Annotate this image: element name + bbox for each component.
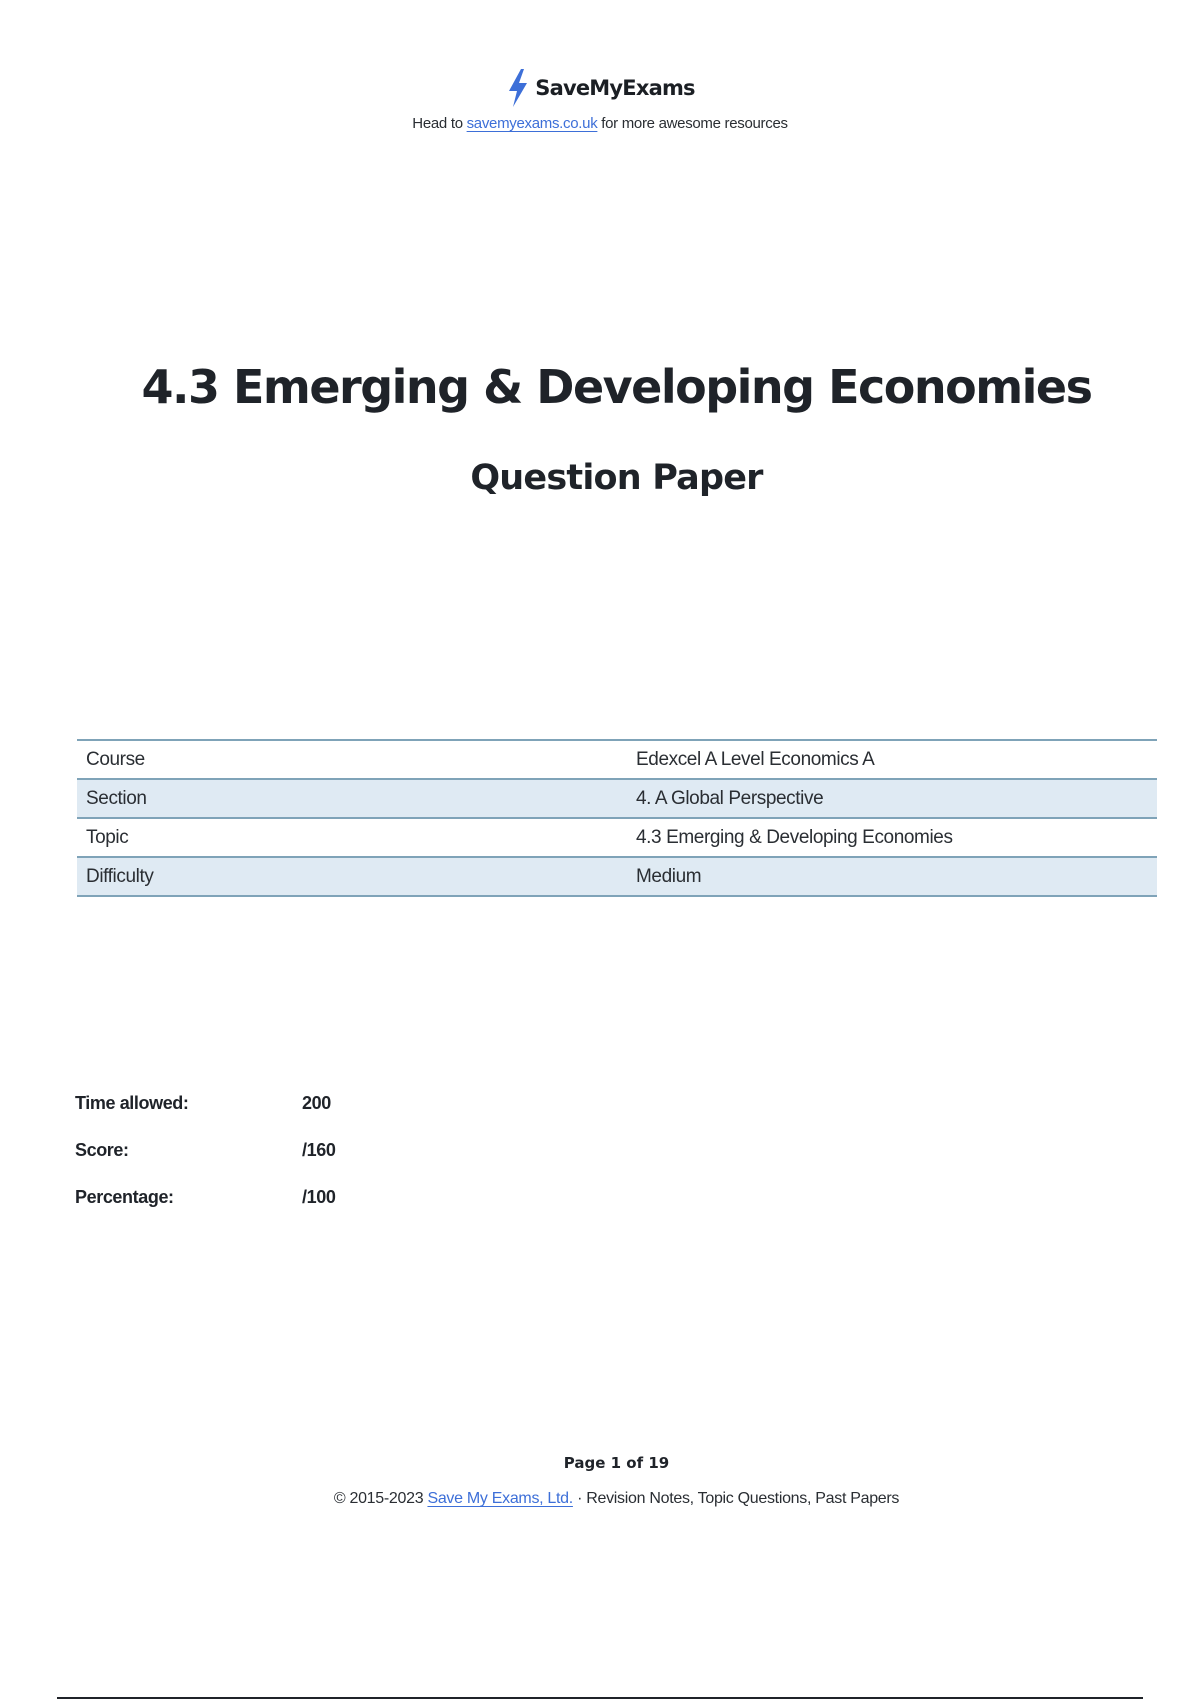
page-subtitle: Question Paper <box>470 458 763 498</box>
lightning-bolt-icon <box>505 68 531 108</box>
row-value-difficulty: Medium <box>627 857 1157 896</box>
bottom-divider <box>57 1697 1143 1699</box>
page-footer <box>0 1454 1200 1508</box>
table-row <box>77 818 1157 857</box>
copyright-prefix: © 2015-2023 <box>333 1490 428 1507</box>
row-value-section: 4. A Global Perspective <box>627 779 1157 818</box>
website-link[interactable]: savemyexams.co.uk <box>466 115 598 132</box>
row-label-topic: Topic <box>77 818 627 857</box>
page-header <box>0 68 1200 132</box>
page-number: Page 1 of 19 <box>563 1454 670 1472</box>
percentage-row <box>75 1174 335 1221</box>
row-value-topic: 4.3 Emerging & Developing Economies <box>627 818 1157 857</box>
copyright <box>0 1490 1200 1508</box>
row-label-course: Course <box>77 740 627 779</box>
percentage-label: Percentage: <box>75 1187 174 1207</box>
time-allowed-row <box>75 1080 335 1127</box>
tagline-suffix: for more awesome resources <box>597 115 788 132</box>
percentage-value: /100 <box>302 1187 336 1207</box>
tagline <box>0 115 1200 132</box>
score-row <box>75 1127 335 1174</box>
brand-name: SaveMyExams <box>535 76 695 100</box>
time-allowed-value: 200 <box>302 1093 331 1113</box>
row-value-course: Edexcel A Level Economics A <box>627 740 1157 779</box>
tagline-prefix: Head to <box>412 115 467 132</box>
table-row <box>77 779 1157 818</box>
score-label: Score: <box>75 1140 129 1160</box>
table-row <box>77 857 1157 896</box>
row-label-section: Section <box>77 779 627 818</box>
course-info-table <box>77 739 1157 897</box>
company-link[interactable]: Save My Exams, Ltd. <box>427 1490 573 1507</box>
brand-logo[interactable] <box>505 68 694 108</box>
score-value: /160 <box>302 1140 336 1160</box>
copyright-suffix: · Revision Notes, Topic Questions, Past Papers <box>572 1490 900 1507</box>
page-title: 4.3 Emerging & Developing Economies <box>141 360 1092 414</box>
time-allowed-label: Time allowed: <box>75 1093 189 1113</box>
table-row <box>77 740 1157 779</box>
exam-meta <box>75 1080 335 1221</box>
row-label-difficulty: Difficulty <box>77 857 627 896</box>
